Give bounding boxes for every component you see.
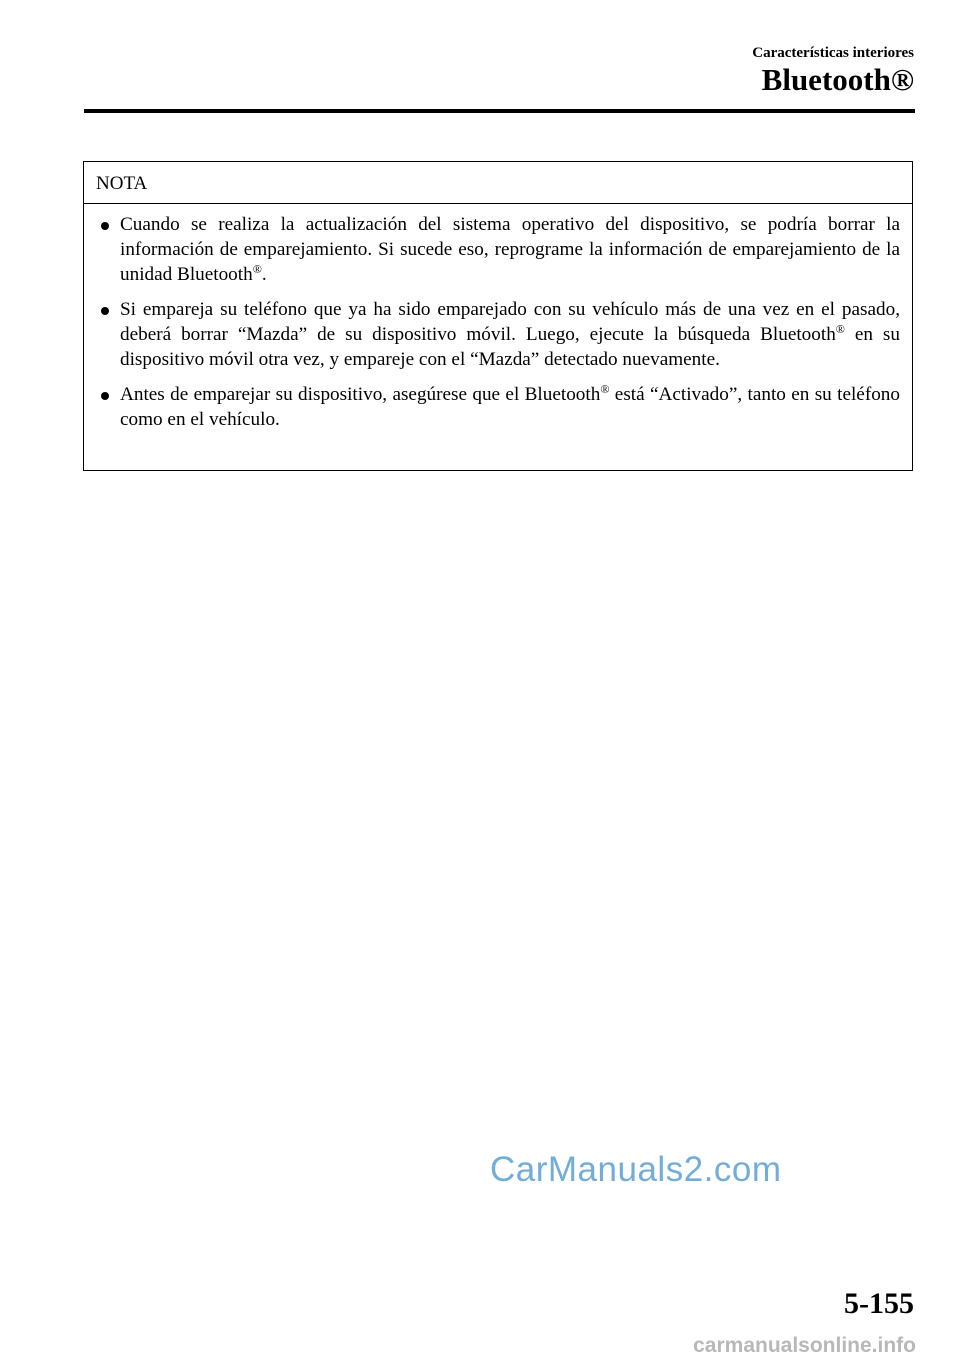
registered-mark: ® <box>835 322 845 336</box>
section-title: Características interiores <box>752 45 914 61</box>
note-item <box>84 297 900 372</box>
note-text: está “Activado”, tanto en su teléfono como en el vehículo. <box>120 384 900 430</box>
bullet-icon <box>101 307 109 315</box>
bullet-icon <box>101 392 109 400</box>
note-item <box>84 382 900 432</box>
header-divider <box>84 109 915 113</box>
note-heading: NOTA <box>84 162 912 204</box>
note-text: Antes de emparejar su dispositivo, asegúrese que el Bluetooth <box>120 384 601 405</box>
registered-mark: ® <box>600 382 610 396</box>
note-text: en su dispositivo móvil otra vez, y empareje con el “Mazda” detectado nuevamente. <box>120 324 900 370</box>
note-item <box>84 212 900 287</box>
note-list <box>84 204 912 432</box>
footer-site-link[interactable]: carmanualsonline.info <box>693 1334 916 1357</box>
note-text: Si empareja su teléfono que ya ha sido emparejado con su vehículo más de una vez en el pasado, deberá borrar “Mazda” de su dispositivo móvil. Luego, ejecute la búsqueda Bluetooth <box>120 299 900 345</box>
registered-mark: ® <box>252 262 262 276</box>
page-number: 5-155 <box>844 1287 914 1320</box>
note-box <box>83 161 913 471</box>
note-text: Cuando se realiza la actualización del sistema operativo del dispositivo, se podría borrar la información de emparejamiento. Si sucede eso, reprograme la información de emparejamiento de la unidad Bluetooth <box>120 214 900 285</box>
note-text: . <box>261 264 267 285</box>
bullet-icon <box>101 222 109 230</box>
watermark: CarManuals2.com <box>490 1150 782 1189</box>
page-title: Bluetooth® <box>761 62 914 97</box>
